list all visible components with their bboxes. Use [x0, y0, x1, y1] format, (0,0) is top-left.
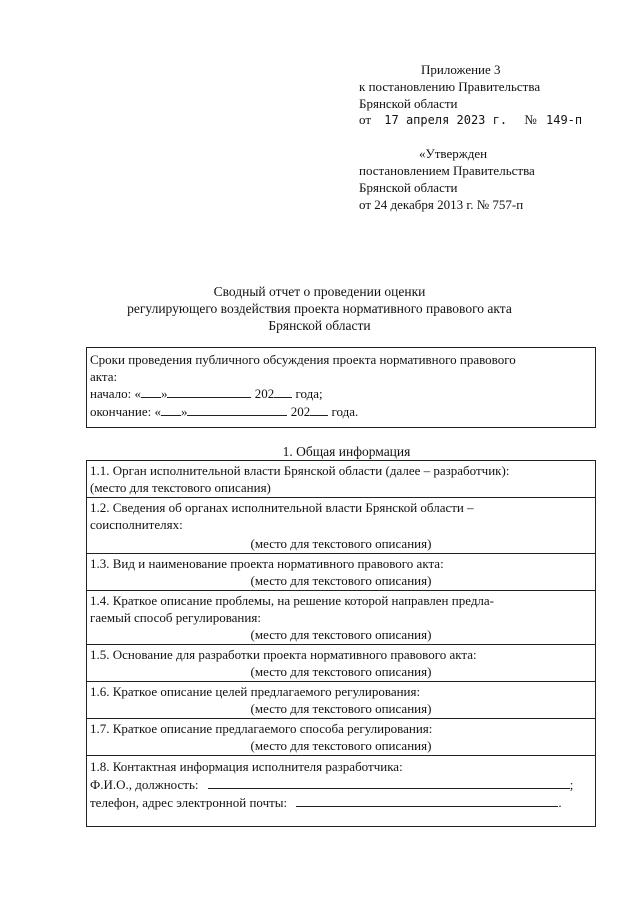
report-title-line1: Сводный отчет о проведении оценки	[213, 284, 426, 299]
start-year-prefix: 202	[254, 386, 275, 401]
end-day-blank[interactable]	[161, 404, 181, 416]
fio-label: Ф.И.О., должность:	[90, 777, 199, 792]
start-year-blank[interactable]	[274, 386, 292, 398]
item-1-6-placeholder[interactable]: (место для текстового описания)	[250, 701, 432, 716]
fio-blank[interactable]	[208, 777, 570, 789]
report-title-line2: регулирующего воздействия проекта нормативного правового акта	[127, 301, 512, 316]
deadlines-text-line1: Сроки проведения публичного обсуждения проекта нормативного правового	[90, 352, 516, 367]
item-1-1-placeholder[interactable]: (место для текстового описания)	[90, 480, 271, 495]
resolution-date: 17 апреля 2023 г.	[384, 113, 508, 127]
end-month-blank[interactable]	[187, 404, 287, 416]
item-1-2-label-line1: 1.2. Сведения об органах исполнительной власти Брянской области –	[90, 500, 474, 515]
region-name: Брянской области	[359, 96, 458, 111]
appendix-label: Приложение 3	[421, 62, 501, 77]
item-1-4-label-line2: гаемый способ регулирования:	[90, 610, 261, 625]
approved-label: «Утвержден	[419, 146, 488, 161]
deadline-end	[90, 404, 358, 420]
contact-phone-line	[90, 795, 562, 811]
item-1-4-row	[86, 590, 596, 645]
end-suffix: года.	[331, 404, 359, 419]
item-1-3-row	[86, 553, 596, 591]
end-year-prefix: 202	[290, 404, 311, 419]
item-1-3-label: 1.3. Вид и наименование проекта нормативного правового акта:	[90, 556, 444, 571]
item-1-2-label-line2: соисполнителях:	[90, 517, 183, 532]
item-1-5-row	[86, 644, 596, 682]
item-1-7-placeholder[interactable]: (место для текстового описания)	[250, 738, 432, 753]
item-1-4-label-line1: 1.4. Краткое описание проблемы, на решение которой направлен предла-	[90, 593, 495, 608]
end-quote-close: »	[180, 404, 188, 419]
item-1-7-label: 1.7. Краткое описание предлагаемого способа регулирования:	[90, 721, 433, 736]
item-1-8-label: 1.8. Контактная информация исполнителя разработчика:	[90, 759, 403, 774]
start-label: начало: «	[90, 386, 141, 401]
end-label: окончание: «	[90, 404, 161, 419]
item-1-5-label: 1.5. Основание для разработки проекта нормативного правового акта:	[90, 647, 477, 662]
item-1-5-placeholder[interactable]: (место для текстового описания)	[250, 664, 432, 679]
section1-heading: 1. Общая информация	[282, 444, 411, 459]
item-1-3-placeholder[interactable]: (место для текстового описания)	[250, 573, 432, 588]
contact-fio-line	[90, 777, 573, 793]
item-1-1-label: 1.1. Орган исполнительной власти Брянской области (далее – разработчик):	[90, 463, 510, 478]
start-day-blank[interactable]	[141, 386, 161, 398]
end-year-blank[interactable]	[310, 404, 328, 416]
resolution-number: 149-п	[546, 113, 583, 127]
start-quote-close: »	[160, 386, 168, 401]
phone-email-label: телефон, адрес электронной почты:	[90, 795, 288, 810]
item-1-8-row	[86, 755, 596, 827]
phone-email-end: .	[558, 795, 562, 810]
deadline-start	[90, 386, 323, 402]
approved-date: от 24 декабря 2013 г. № 757-п	[359, 197, 524, 212]
item-1-6-row	[86, 681, 596, 719]
item-1-2-placeholder[interactable]: (место для текстового описания)	[250, 536, 432, 551]
phone-email-blank[interactable]	[296, 795, 558, 807]
item-1-7-row	[86, 718, 596, 756]
report-title-line3: Брянской области	[268, 318, 371, 333]
resolution-date-line	[359, 112, 582, 128]
item-1-2-row	[86, 497, 596, 554]
resolution-reference: к постановлению Правительства	[359, 79, 541, 94]
deadlines-text-line2: акта:	[90, 369, 118, 384]
start-month-blank[interactable]	[167, 386, 251, 398]
start-suffix: года;	[295, 386, 323, 401]
item-1-4-placeholder[interactable]: (место для текстового описания)	[250, 627, 432, 642]
number-sign: №	[524, 112, 537, 127]
item-1-1-row	[86, 460, 596, 498]
discussion-deadlines-box	[86, 347, 596, 428]
approved-by: постановлением Правительства	[359, 163, 535, 178]
date-prefix: от	[359, 112, 372, 127]
fio-end: ;	[569, 777, 574, 792]
approved-region: Брянской области	[359, 180, 458, 195]
item-1-6-label: 1.6. Краткое описание целей предлагаемого регулирования:	[90, 684, 421, 699]
